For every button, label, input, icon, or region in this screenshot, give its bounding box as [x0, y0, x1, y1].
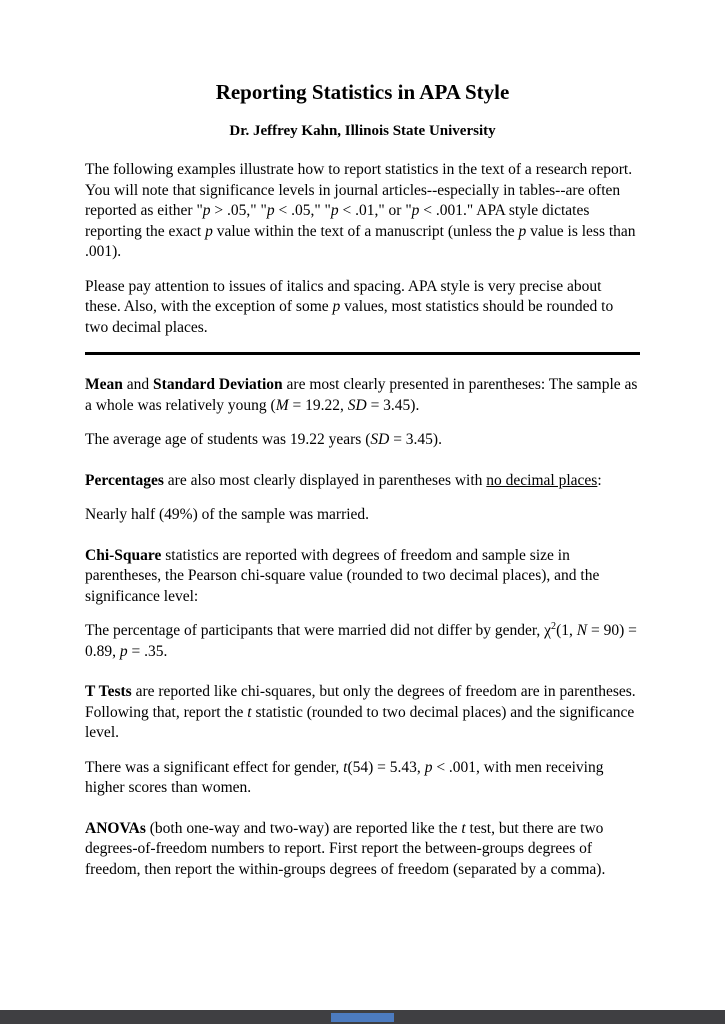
- mean-sd-paragraph: Mean and Standard Deviation are most clearly presented in parentheses: The sample as a whole was relatively young (M = 19.22, SD = 3.45).: [85, 376, 638, 414]
- anovas-paragraph: ANOVAs (both one-way and two-way) are reported like the t test, but there are two degrees-of-freedom numbers to report. First report the between-groups degrees of freedom, then report the within-groups degrees of freedom (separated by a comma).: [85, 819, 606, 878]
- next-page-edge: [331, 1013, 394, 1022]
- t-tests-example-paragraph: There was a significant effect for gender, t(54) = 5.43, p < .001, with men receiving higher scores than women.: [85, 758, 604, 796]
- t-tests-paragraph: T Tests are reported like chi-squares, but only the degrees of freedom are in parentheses. Following that, report the t statistic (rounded to two decimal places) and the significance level.: [85, 683, 636, 741]
- page-title: Reporting Statistics in APA Style: [215, 80, 510, 104]
- chi-square-example-paragraph: The percentage of participants that were married did not differ by gender, $\chi^2(1$, N = 90) = 0.89, p = .35.: [85, 620, 637, 660]
- italics-note-paragraph: Please pay attention to issues of italics and spacing. APA style is very precise about these. Also, with the exception of some p values, most statistics should be rounded to two decimal places.: [85, 277, 614, 336]
- page-gap: [0, 1010, 725, 1024]
- percentages-example-paragraph: Nearly half (49%) of the sample was married.: [85, 506, 370, 523]
- percentages-paragraph: Percentages are also most clearly displayed in parentheses with no decimal places:: [85, 471, 602, 489]
- author-line: Dr. Jeffrey Kahn, Illinois State University: [229, 123, 496, 139]
- section-divider: [85, 352, 640, 355]
- intro-paragraph: The following examples illustrate how to report statistics in the text of a research report. You will note that significance levels in journal articles--especially in tables--are often reported as either "p > .05," "p < .05," "p < .01," or "p < .001." APA style dictates reporting the exact p value within the text of a manuscript (unless the p value is less than .001).: [85, 161, 636, 260]
- mean-sd-example-paragraph: The average age of students was 19.22 years (SD = 3.45).: [85, 431, 442, 448]
- chi-square-paragraph: Chi-Square statistics are reported with degrees of freedom and sample size in parentheses, the Pearson chi-square value (rounded to two decimal places), and the significance level:: [85, 546, 600, 605]
